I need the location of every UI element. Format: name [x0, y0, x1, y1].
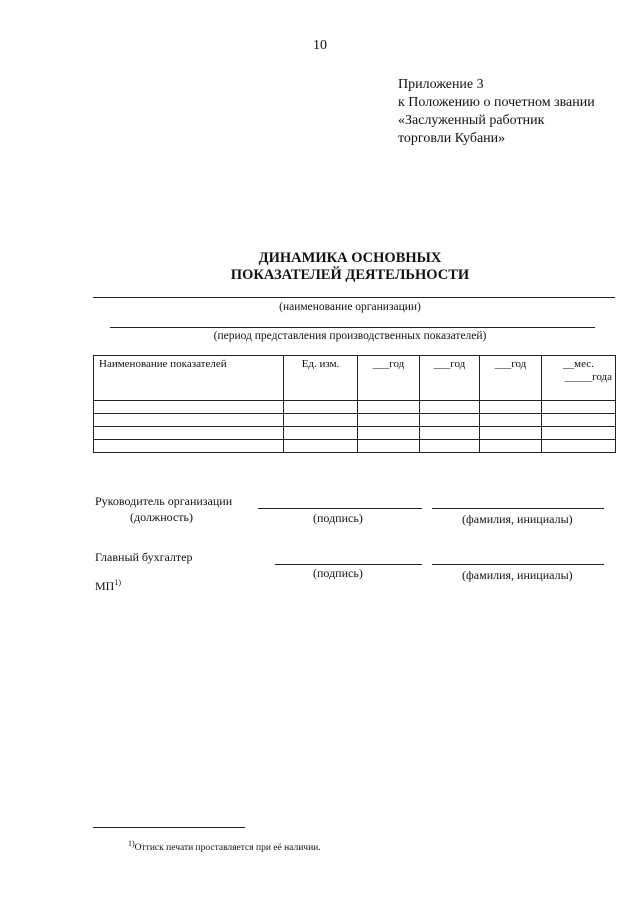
appendix-block [398, 76, 628, 148]
organization-name-field[interactable] [93, 297, 615, 298]
appendix-line: к Положению о почетном звании [398, 95, 595, 110]
head-signature-field[interactable] [258, 508, 422, 509]
column-header-year-3: ___год [480, 356, 542, 401]
footnote-separator [93, 827, 245, 828]
table-cell[interactable] [284, 440, 358, 453]
appendix-line: торговли Кубани» [398, 131, 506, 146]
table-cell[interactable] [542, 427, 616, 440]
column-header-indicator: Наименование показателей [94, 356, 284, 401]
head-name-caption: (фамилия, инициалы) [462, 512, 573, 526]
column-header-months [542, 356, 616, 401]
accountant-signature-caption: (подпись) [313, 566, 363, 580]
table-header-row [94, 356, 616, 401]
table-cell[interactable] [480, 427, 542, 440]
table-cell[interactable] [94, 414, 284, 427]
table-cell[interactable] [480, 401, 542, 414]
table-cell[interactable] [420, 414, 480, 427]
table-row [94, 427, 616, 440]
table-cell[interactable] [284, 401, 358, 414]
table-cell[interactable] [542, 414, 616, 427]
table-cell[interactable] [284, 427, 358, 440]
table-cell[interactable] [542, 440, 616, 453]
column-header-unit: Ед. изм. [284, 356, 358, 401]
table-cell[interactable] [358, 427, 420, 440]
table-cell[interactable] [420, 427, 480, 440]
column-header-year-2: ___год [420, 356, 480, 401]
table-row [94, 440, 616, 453]
table-cell[interactable] [358, 401, 420, 414]
table-cell[interactable] [284, 414, 358, 427]
table-cell[interactable] [420, 440, 480, 453]
period-field[interactable] [110, 327, 595, 328]
chief-accountant-label: Главный бухгалтер [95, 550, 193, 564]
period-caption: (период представления производственных показателей) [213, 330, 487, 342]
table-cell[interactable] [542, 401, 616, 414]
table-row [94, 414, 616, 427]
table-cell[interactable] [94, 440, 284, 453]
column-header-months-line: __мес. [563, 358, 594, 370]
table-cell[interactable] [358, 414, 420, 427]
appendix-line: Приложение 3 [398, 77, 484, 92]
stamp-footnote-ref: 1) [114, 578, 122, 587]
accountant-name-caption: (фамилия, инициалы) [462, 568, 573, 582]
table-cell[interactable] [480, 440, 542, 453]
head-signature-caption: (подпись) [313, 511, 363, 525]
table-cell[interactable] [480, 414, 542, 427]
footnote-text: Оттиск печати проставляется при её наличии. [134, 843, 321, 854]
head-name-field[interactable] [432, 508, 604, 509]
appendix-line: «Заслуженный работник [398, 113, 545, 128]
table-cell[interactable] [94, 401, 284, 414]
stamp-text: МП [95, 579, 115, 593]
column-header-months-line: _____года [564, 371, 612, 383]
head-of-organization-label: Руководитель организации [95, 494, 233, 508]
table-cell[interactable] [420, 401, 480, 414]
table-row [94, 401, 616, 414]
organization-name-caption: (наименование организации) [279, 301, 421, 313]
accountant-name-field[interactable] [432, 564, 604, 565]
document-title [0, 250, 640, 284]
column-header-year-1: ___год [358, 356, 420, 401]
position-caption: (должность) [130, 510, 193, 524]
table-cell[interactable] [94, 427, 284, 440]
title-line: ПОКАЗАТЕЛЕЙ ДЕЯТЕЛЬНОСТИ [230, 267, 470, 283]
stamp-label [95, 578, 121, 594]
table-cell[interactable] [358, 440, 420, 453]
page-number: 10 [313, 38, 327, 53]
title-line: ДИНАМИКА ОСНОВНЫХ [258, 250, 442, 266]
footnote [128, 839, 321, 853]
metrics-table [93, 355, 616, 453]
footnote-ref: 1) [128, 839, 135, 848]
accountant-signature-field[interactable] [275, 564, 422, 565]
